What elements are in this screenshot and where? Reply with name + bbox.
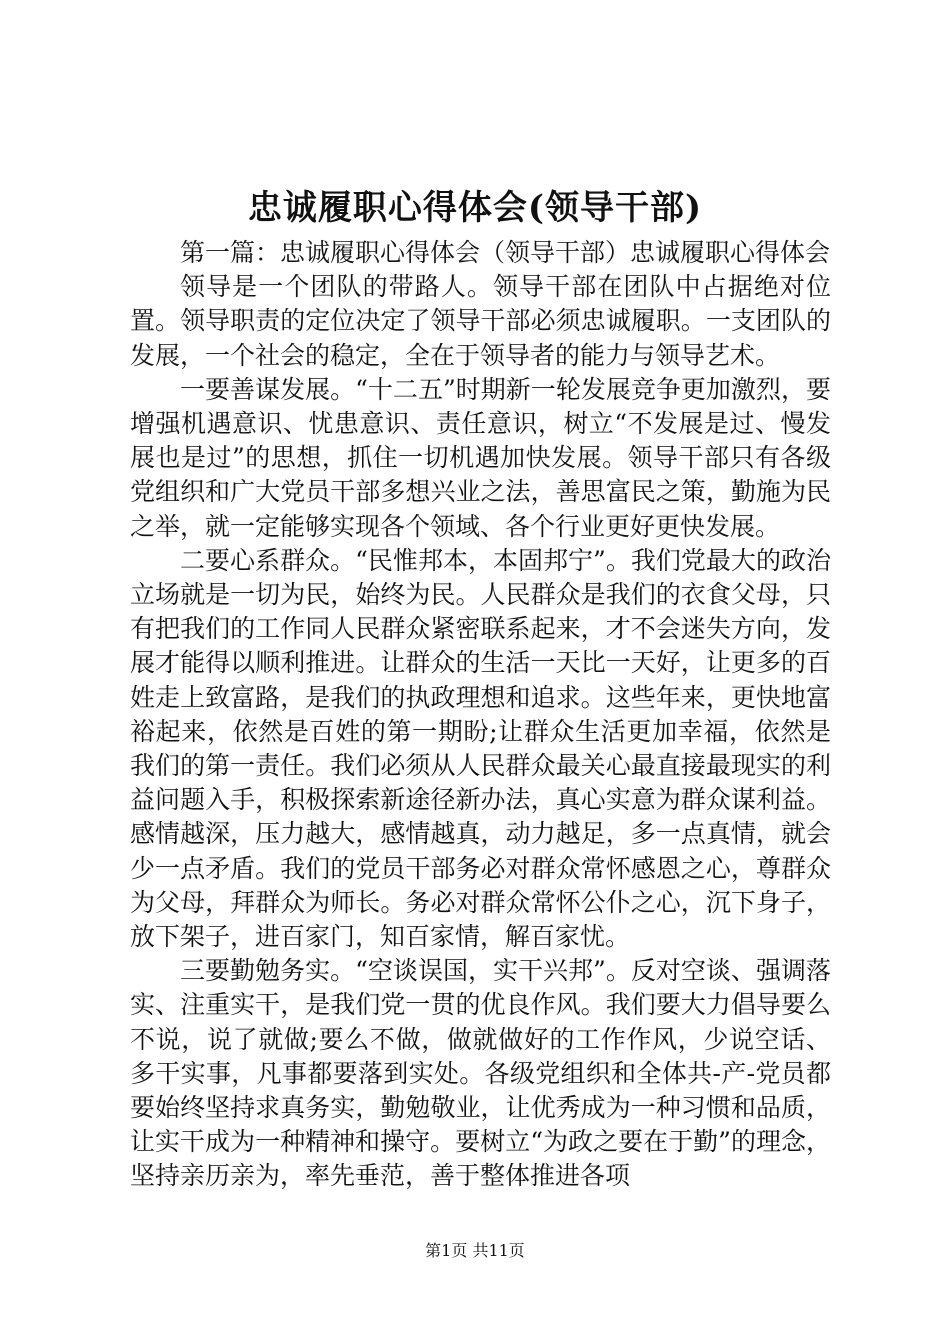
document-body [130,236,831,1194]
document-title: 忠诚履职心得体会(领导干部) [247,188,703,228]
paragraph: 一要善谋发展。“十二五”时期新一轮发展竞争更加激烈，要增强机遇意识、忧患意识、责任意识，树立“不发展是过、慢发展也是过”的思想，抓住一切机遇加快发展。领导干部只有各级党组织和广大党员干部多想兴业之法，善思富民之策，勤施为民之举，就一定能够实现各个领域、各个行业更好更快发展。 [130,374,831,541]
page-footer: 第1页 共11页 [425,1241,525,1260]
paragraph: 三要勤勉务实。“空谈误国，实干兴邦”。反对空谈、强调落实、注重实干，是我们党一贯的优良作风。我们要大力倡导要么不说，说了就做;要么不做，做就做好的工作作风，少说空话、多干实事，凡事都要落到实处。各级党组织和全体共-产-党员都要始终坚持求真务实，勤勉敬业，让优秀成为一种习惯和品质，让实干成为一种精神和操守。要树立“为政之要在于勤”的理念，坚持亲历亲为，率先垂范，善于整体推进各项 [130,956,831,1191]
paragraph-heading: 第一篇：忠诚履职心得体会（领导干部）忠诚履职心得体会 [180,238,831,267]
paragraph: 二要心系群众。“民惟邦本，本固邦宁”。我们党最大的政治立场就是一切为民，始终为民。人民群众是我们的衣食父母，只有把我们的工作同人民群众紧密联系起来，才不会迷失方向，发展才能得以顺利推进。让群众的生活一天比一天好，让更多的百姓走上致富路，是我们的执政理想和追求。这些年来，更快地富裕起来，依然是百姓的第一期盼;让群众生活更加幸福，依然是我们的第一责任。我们必须从人民群众最关心最直接最现实的利益问题入手，积极探索新途径新办法，真心实意为群众谋利益。感情越深，压力越大，感情越真，动力越足，多一点真情，就会少一点矛盾。我们的党员干部务必对群众常怀感恩之心，尊群众为父母，拜群众为师长。务必对群众常怀公仆之心，沉下身子，放下架子，进百家门，知百家情，解百家忧。 [130,545,831,952]
paragraph: 领导是一个团队的带路人。领导干部在团队中占据绝对位置。领导职责的定位决定了领导干部必须忠诚履职。一支团队的发展，一个社会的稳定，全在于领导者的能力与领导艺术。 [130,272,831,370]
